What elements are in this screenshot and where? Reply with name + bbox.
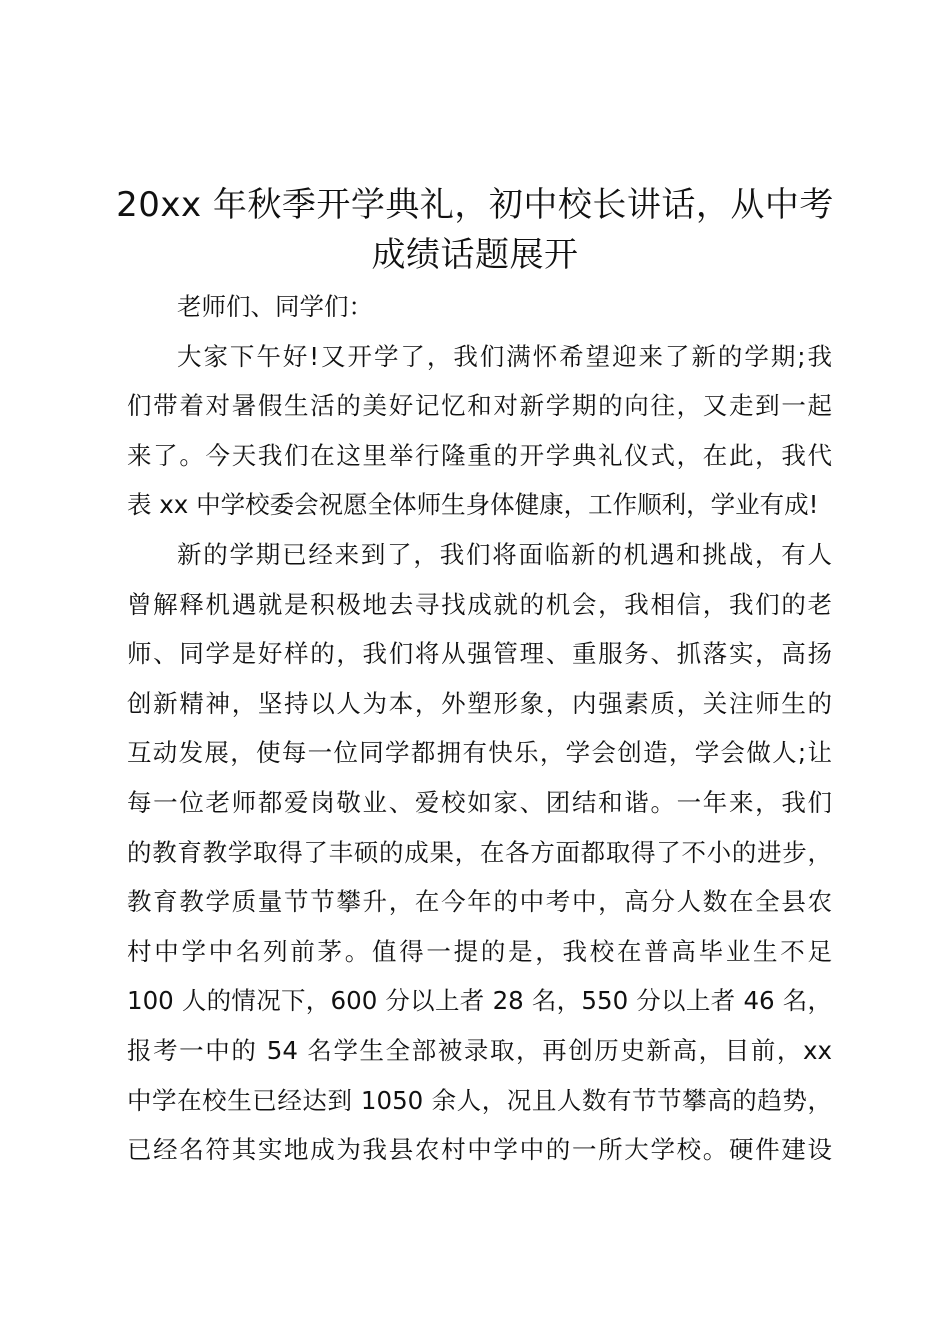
paragraph-2-line-6: 每一位老师都爱岗敬业、爱校如家、团结和谐。一年来，我们 <box>127 787 832 817</box>
paragraph-2-line-3: 师、同学是好样的，我们将从强管理、重服务、抓落实，高扬 <box>127 639 832 669</box>
salutation: 老师们、同学们： <box>177 292 373 321</box>
paragraph-1-line-1: 大家下午好!又开学了，我们满怀希望迎来了新的学期;我 <box>177 341 832 371</box>
paragraph-2-line-12: 中学在校生已经达到 1050 余人，况且人数有节节攀高的趋势， <box>127 1085 832 1115</box>
paragraph-1-line-3: 来了。今天我们在这里举行隆重的开学典礼仪式，在此，我代 <box>127 440 832 470</box>
paragraph-2-line-2: 曾解释机遇就是积极地去寻找成就的机会，我相信，我们的老 <box>127 589 832 619</box>
document-title: 20xx 年秋季开学典礼，初中校长讲话，从中考成绩话题展开 <box>116 185 834 275</box>
paragraph-2-line-8: 教育教学质量节节攀升，在今年的中考中，高分人数在全县农 <box>127 887 832 917</box>
paragraph-2-line-13: 已经名符其实地成为我县农村中学中的一所大学校。硬件建设 <box>127 1135 832 1165</box>
paragraph-1-line-2: 们带着对暑假生活的美好记忆和对新学期的向往，又走到一起 <box>127 391 832 421</box>
paragraph-2-line-9: 村中学中名列前茅。值得一提的是，我校在普高毕业生不足 <box>127 936 832 966</box>
paragraph-2-line-11: 报考一中的 54 名学生全部被录取，再创历史新高，目前，xx <box>127 1035 832 1065</box>
paragraph-1-line-4: 表 xx 中学校委会祝愿全体师生身体健康，工作顺利，学业有成! <box>127 490 819 520</box>
paragraph-2-line-5: 互动发展，使每一位同学都拥有快乐，学会创造，学会做人;让 <box>127 738 832 768</box>
paragraph-2-line-7: 的教育教学取得了丰硕的成果，在各方面都取得了不小的进步， <box>127 837 832 867</box>
paragraph-2-line-1: 新的学期已经来到了，我们将面临新的机遇和挑战，有人 <box>177 539 832 569</box>
paragraph-2-line-10: 100 人的情况下，600 分以上者 28 名，550 分以上者 46 名， <box>127 986 832 1016</box>
document-body <box>127 282 832 1175</box>
paragraph-2-line-4: 创新精神，坚持以人为本，外塑形象，内强素质，关注师生的 <box>127 688 832 718</box>
